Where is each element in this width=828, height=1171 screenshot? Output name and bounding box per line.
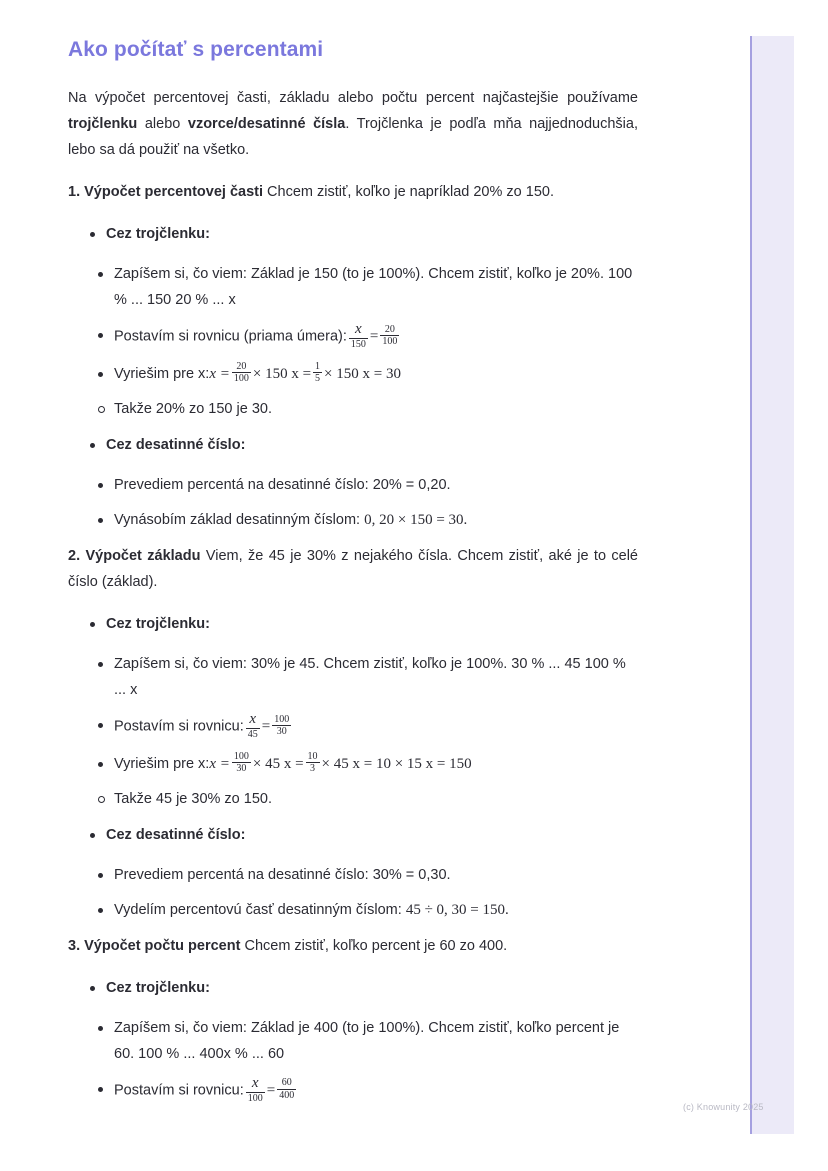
list-item: Zapíšem si, čo viem: Základ je 400 (to je 100%). Chcem zistiť, koľko percent je 60. 100 % ... 400x % ... 60 (98, 1015, 638, 1067)
section-3-method-trojclenka-label: Cez trojčlenku: (90, 975, 638, 1001)
list-item (98, 322, 638, 352)
fraction-20-100: $\frac{20}{100}$ (382, 323, 398, 348)
section-2-desatinne-steps (68, 862, 638, 923)
right-accent-strip (750, 36, 794, 1134)
section-1-method2-list (68, 432, 638, 458)
section-3-heading (68, 933, 638, 959)
document-content (68, 36, 638, 1115)
watermark: (c) Knowunity 2025 (683, 1102, 764, 1112)
intro-text-post: . Trojčlenka je podľa mňa najjednoduchšia, lebo sa dá použiť na všetko. (68, 116, 638, 158)
section-1-heading-rest: Chcem zistiť, koľko je napríklad 20% zo 150. (263, 184, 554, 200)
list-item (98, 751, 638, 777)
list-item: Prevediem percentá na desatinné číslo: 20% = 0,20. (98, 472, 638, 498)
equals-sign: = (261, 718, 271, 735)
section-3-heading-rest: Chcem zistiť, koľko percent je 60 zo 400. (240, 937, 508, 954)
fraction-60-400: $\frac{60}{400}$ (279, 1077, 295, 1101)
section-1-desatinne-steps (68, 472, 638, 533)
fraction-10-3: $\frac{10}{3}$ (307, 750, 318, 775)
list-item: Prevediem percentá na desatinné číslo: 30% = 0,30. (98, 862, 638, 888)
eq-x-equals: x = (209, 755, 230, 772)
equals-sign: = (266, 1082, 276, 1099)
list-item (98, 361, 638, 387)
step-label: Postavím si rovnicu (priama úmera): (114, 328, 347, 345)
list-item (98, 897, 638, 923)
section-2-method-list (68, 611, 638, 637)
intro-text-pre: Na výpočet percentovej časti, základu alebo počtu percent najčastejšie používame (68, 90, 638, 106)
section-1-method-list (68, 221, 638, 247)
section-1-heading (68, 179, 638, 205)
section-3-heading-bold: 3. Výpočet počtu percent (68, 937, 241, 954)
page-title: Ako počítať s percentami (68, 38, 324, 61)
list-item: Zapíšem si, čo viem: Základ je 150 (to je 100%). Chcem zistiť, koľko je 20%. 100 % ... 150 20 % ... x (98, 261, 638, 313)
section-1-trojclenka-steps (68, 261, 638, 422)
list-item (98, 507, 638, 533)
fraction-20-100-b: $\frac{20}{100}$ (233, 360, 249, 385)
list-item: Zapíšem si, čo viem: 30% je 45. Chcem zistiť, koľko je 100%. 30 % ... 45 100 % ... x (98, 651, 638, 703)
section-3-trojclenka-steps (68, 1015, 638, 1106)
fraction-100-30: $\frac{100}{30}$ (274, 713, 290, 738)
section-2-heading (68, 543, 638, 595)
step-label: Postavím si rovnicu: (114, 718, 244, 735)
list-item (98, 1076, 638, 1106)
intro-bold-trojclenku: trojčlenku (68, 116, 138, 132)
section-2-heading-rest: Viem, že 45 je 30% z nejakého čísla. Chcem zistiť, aké je to celé číslo (základ). (68, 547, 638, 590)
eq-x-equals: x = (209, 365, 230, 382)
list-item-result: Takže 20% zo 150 je 30. (98, 396, 638, 422)
step-label: Postavím si rovnicu: (114, 1082, 244, 1099)
intro-bold-vzorce: vzorce/desatinné čísla (187, 116, 346, 132)
section-2-heading-bold: 2. Výpočet základu (68, 547, 201, 564)
fraction-x-150: $\frac{x}{150}$ (350, 321, 366, 351)
section-2-trojclenka-steps (68, 651, 638, 812)
section-1-method-trojclenka-label: Cez trojčlenku: (90, 221, 638, 247)
intro-paragraph (68, 85, 638, 163)
step-text: Vydelím percentovú časť desatinným číslom: (114, 901, 406, 918)
section-2-method-desatinne-label: Cez desatinné číslo: (90, 822, 638, 848)
fraction-1-5: $\frac{1}{5}$ (315, 360, 321, 385)
section-2-method2-list (68, 822, 638, 848)
step-math: 45 ÷ 0, 30 = 150. (405, 901, 509, 918)
fraction-100-30-b: $\frac{100}{30}$ (233, 750, 249, 775)
eq-result: × 45 x = 10 × 15 x = 150 (321, 755, 472, 772)
step-label: Vyriešim pre x: (114, 755, 210, 772)
step-label: Vyriešim pre x: (114, 365, 210, 382)
fraction-x-45: $\frac{x}{45}$ (247, 710, 258, 740)
section-2-method-trojclenka-label: Cez trojčlenku: (90, 611, 638, 637)
step-math: 0, 20 × 150 = 30. (364, 511, 468, 528)
list-item (98, 712, 638, 742)
eq-mult-150: × 150 x = (252, 365, 312, 382)
list-item-result: Takže 45 je 30% zo 150. (98, 786, 638, 812)
equals-sign: = (369, 328, 379, 345)
fraction-x-100: $\frac{x}{100}$ (247, 1074, 263, 1104)
intro-text-mid: alebo (137, 116, 188, 132)
step-text: Vynásobím základ desatinným číslom: (114, 511, 365, 528)
section-1-method-desatinne-label: Cez desatinné číslo: (90, 432, 638, 458)
section-1-heading-bold: 1. Výpočet percentovej časti (68, 184, 264, 200)
eq-mult-45: × 45 x = (252, 755, 304, 772)
section-3-method-list (68, 975, 638, 1001)
eq-result: × 150 x = 30 (324, 365, 401, 382)
